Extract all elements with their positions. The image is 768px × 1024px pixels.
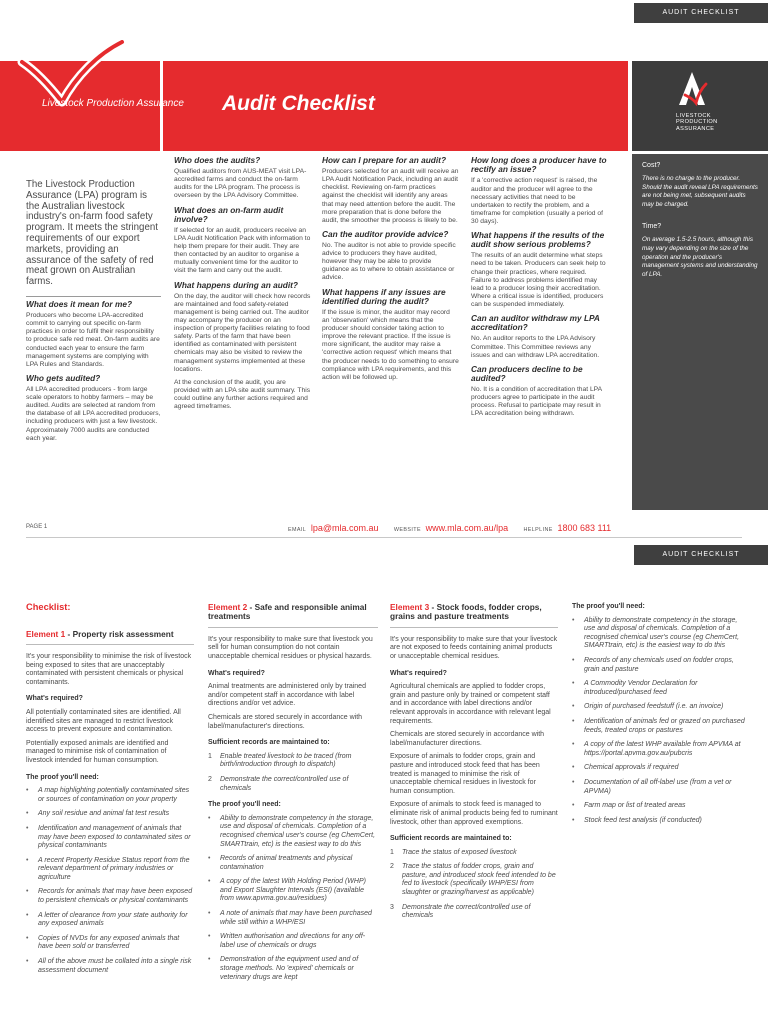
answer-text: At the conclusion of the audit, you are provided with an LPA site audit summary. This could outline any further actions required and agreed timeframes. [174, 378, 311, 410]
footer-divider [26, 537, 742, 538]
answer-text: No. The auditor is not able to provide specific advice to producers they have audited, however they may be able to provide guidance as to where to obtain assistance or advice. [322, 242, 456, 282]
page1-column-4 [471, 154, 608, 424]
question-heading: What happens if the results of the audit show serious problems? [471, 229, 605, 250]
list-item: • A note of animals that may have been purchased while still within a WHP/ESI [208, 910, 378, 927]
list-item: • Copies of NVDs for any exposed animals that have been sold or transferred [26, 935, 194, 952]
list-item: • All of the above must be collated into a single risk assessment document [26, 958, 194, 975]
answer-text: The results of an audit determine what steps need to be taken. Producers can seek help to change their practices, where required. Failure to address problems identified may lead to a producer losing their accreditation. Where a critical issue is identified, producers can be suspended immediately. [471, 252, 606, 308]
element-3-column: Element 3 - Stock foods, fodder crops, grains and pasture treatments It's your responsibility to make sure that your livestock are not exposed to feeds containing animal products or unacceptable chemical residues. What's required? Agricultural chemicals are applied to fodder crops, grain and pasture only by trained or competent staff and in accordance with label directions and/or relevant approvals in accordance with relevant legal requirements. Chemicals are stored securely in accordance with label/manufacturer directions. Exposure of animals to fodder crops, grain and pasture and introduced stock feed that has been treated is managed to minimise the risk of unacceptable chemical residues in livestock for human consumption. Exposure of animals to stock feed is managed to eliminate risk of animal products being fed to ruminant livestock, other than approved exemptions. Sufficient records are maintained to: 1 Trace the status of exposed livestock 2 Trace the status of fodder crops, grain and pasture, and introduced stock feed intended to be fed to livestock (specifically WHP/ESI from slaughter or grazing/harvest as applicable) 3 Demonstrate the correct/controlled use of chemicals [390, 602, 558, 920]
email-link[interactable]: lpa@mla.com.au [310, 523, 379, 533]
list-item: • Ability to demonstrate competency in the storage, use and disposal of chemicals. Completion of a recognised chemical user's course (eg ChemCert, SMARTtrain, etc) is the easiest way to do this [572, 617, 747, 651]
list-item: • A Commodity Vendor Declaration for introduced/purchased feed [572, 680, 747, 697]
question-heading: What happens if any issues are identified during the audit? [322, 286, 446, 306]
page1-column-1 [26, 292, 161, 448]
page1-column-2 [174, 154, 311, 416]
page-number: PAGE 1 [26, 524, 48, 530]
sidebar-text-cost: There is no charge to the producer. Should the audit reveal LPA requirements are not being met, subsequent audits may be charged. [642, 175, 758, 208]
answer-text: Producers who become LPA-accredited commit to carrying out specific on-farm practices in order to fulfil their responsibility to produce safe red meat. On-farm audits are conducted each year to ensure the farm management systems are complying with LPA Rules and Standards. [26, 312, 160, 368]
element-2-records-list [208, 753, 378, 793]
element-2-proof-list [208, 815, 378, 983]
answer-text: If selected for an audit, producers receive an LPA Audit Notification Pack with information to help them prepare for their audit. They are then contacted by an auditor to organise a mutually convenient time for the auditor to visit the farm and carry out the audit. [174, 226, 311, 275]
info-sidebar [632, 154, 768, 510]
list-item: • Records of any chemicals used on fodder crops, grain and pasture [572, 657, 747, 674]
page1-column-3 [322, 154, 459, 387]
website-link[interactable]: www.mla.com.au/lpa [425, 523, 509, 533]
question-heading: What happens during an audit? [174, 279, 298, 290]
question-heading: What does an on-farm audit involve? [174, 204, 284, 224]
list-item: 1 Trace the status of exposed livestock [390, 848, 517, 856]
list-item: • A copy of the latest WHP available from APVMA at https://portal.apvma.gov.au/pubcris [572, 741, 747, 758]
element-3-records-list [390, 849, 558, 921]
element-1-proof-list [26, 787, 194, 975]
page2-tab: AUDIT CHECKLIST [634, 545, 768, 565]
lpa-logo-icon [676, 69, 708, 107]
list-item: • Identification of animals fed or grazed on purchased feeds, treated crops or pastures [572, 718, 747, 735]
element-1-heading: Element 1 - Property risk assessment [26, 630, 194, 645]
list-item: • Origin of purchased feedstuff (i.e. an invoice) [572, 703, 747, 712]
list-item: • Any soil residue and animal fat test results [26, 810, 194, 819]
list-item: • Records of animal treatments and physical contamination [208, 855, 378, 872]
element-3-proof-list [572, 617, 747, 826]
list-item: • Records for animals that may have been exposed to persistent chemicals or physical contaminants [26, 888, 194, 905]
question-heading: How can I prepare for an audit? [322, 155, 447, 165]
answer-text: No. It is a condition of accreditation that LPA producers agree to participate in the audit process. Refusal to participate may result in LPA accreditation being withdrawn. [471, 386, 602, 418]
sidebar-text-time: On average 1.5-2.5 hours, although this may vary depending on the size of the operation and the producer's management systems and understanding of LPA. [642, 236, 758, 278]
list-item: 2 Trace the status of fodder crops, grain and pasture, and introduced stock feed intended to be fed to livestock (specifically WHP/ESI from slaughter or grazing/harvest as applicable) [390, 863, 556, 897]
question-heading: What does it mean for me? [26, 299, 133, 309]
element-3-proof-column: The proof you'll need: • Ability to demonstrate competency in the storage, use and disposal of chemicals. Completion of a recognised chemical user's course (eg ChemCert, SMARTtrain, etc) is the easiest way to do this • Records of any chemicals used on fodder crops, grain and pasture • A Commodity Vendor Declaration for introduced/purchased feed • Origin of purchased feedstuff (i.e. an invoice) • Identification of animals fed or grazed on purchased feeds, treated crops or pastures • A copy of the latest WHP available from APVMA at https://portal.apvma.gov.au/pubcris • Chemical approvals if required • Documentation of all off-label use (from a vet or APVMA) • Farm map or list of treated areas • Stock feed test analysis (if conducted) [572, 603, 747, 831]
list-item: • A map highlighting potentially contaminated sites or sources of contamination on your property [26, 787, 194, 804]
element-2-column: Element 2 - Safe and responsible animal treatments It's your responsibility to make sure that livestock you sell for human consumption do not contain unacceptable chemical residues or physical hazards. What's required? Animal treatments are administered only by trained and/or competent staff in accordance with label directions and/or vet advice. Chemicals are stored securely in accordance with label/manufacturer's directions. Sufficient records are maintained to: 1 Enable treated livestock to be traced (from birth/introduction through to dispatch) 2 Demonstrate the correct/controlled use of chemicals The proof you'll need: • Ability to demonstrate competency in the storage, use and disposal of chemicals. Completion of a recognised chemical user's course (eg ChemCert, SMARTtrain, etc) is the easiest way to do this • Records of animal treatments and physical contamination • A copy of the latest With Holding Period (WHP) and Export Slaughter Intervals (ESI) (available from www.apvma.gov.au/residues) • A note of animals that may have been purchased while still within a WHP/ESI • Written authorisation and directions for any off-label use of chemicals or drugs • Demonstration of the equipment used and of storage methods. No 'expired' chemicals or veterinary drugs are kept [208, 603, 378, 988]
question-heading: How long does a producer have to rectify an issue? [471, 155, 607, 175]
list-item: • Stock feed test analysis (if conducted) [572, 817, 747, 826]
checklist-title: Checklist: [26, 602, 71, 612]
answer-text: All LPA accredited producers - from large scale operators to hobby farmers – may be audited. Audits are selected at random from the database of all LPA accredited producers, including producers with just a few livestock. Approximately 7000 audits are conducted each year. [26, 386, 161, 442]
question-heading: Who does the audits? [174, 155, 261, 165]
answer-text: Producers selected for an audit will receive an LPA Audit Notification Pack, including an audit checklist. Reviewing on-farm practices against the checklist will identify any areas that may need attention before the audit. The more preparation that is done before the audit, the smoother the process is likely to be. [322, 168, 459, 224]
question-heading: Can the auditor provide advice? [322, 228, 449, 239]
element-2-heading: Element 2 - Safe and responsible animal treatments [208, 603, 378, 628]
list-item: 1 Enable treated livestock to be traced (from birth/introduction through to dispatch) [208, 752, 352, 769]
answer-text: On the day, the auditor will check how records are maintained and food safety-related management is being carried out. The auditor may accompany the producer on an inspection of property facilities relating to food safety. Parts of the farm that have been identified as contaminated with persistent chemicals may also be visited to review the management systems implemented at these locations. [174, 292, 311, 373]
helpline-number: 1800 683 111 [557, 523, 612, 533]
list-item: • A recent Property Residue Status report from the relevant department of primary industries or agriculture [26, 857, 194, 883]
list-item: • Written authorisation and directions for any off-label use of chemicals or drugs [208, 933, 378, 950]
list-item: • Chemical approvals if required [572, 764, 747, 773]
list-item: • Farm map or list of treated areas [572, 802, 747, 811]
lpa-logo-text: LIVESTOCK PRODUCTION ASSURANCE [676, 113, 718, 132]
answer-text: If the issue is minor, the auditor may record an 'observation' which means that the producer should consider taking action to improve the relevant practice. If the issue is more significant, the auditor may raise a 'corrective action request' which means that the producer needs to do something to ensure compliance with LPA requirements, and this action will be followed up. [322, 308, 459, 381]
list-item: • Documentation of all off-label use (from a vet or APVMA) [572, 779, 747, 796]
brand-subtitle: Livestock Production Assurance [42, 98, 184, 109]
page-title: Audit Checklist [222, 92, 375, 115]
question-heading: Can an auditor withdraw my LPA accreditation? [471, 313, 600, 333]
divider [26, 296, 161, 297]
question-heading: Can producers decline to be audited? [471, 363, 583, 383]
answer-text: Qualified auditors from AUS-MEAT visit LPA-accredited farms and conduct the on-farm audits for the LPA program. The process is overseen by the LPA Advisory Committee. [174, 168, 307, 200]
element-1-column: Checklist: Element 1 - Property risk assessment It's your responsibility to minimise the risk of livestock being exposed to sites that are unacceptably contaminated with persistent chemicals or physical contaminants. What's required? All potentially contaminated sites are identified. All identified sites are managed to restrict livestock access to prevent exposure and contamination. Potentially exposed animals are identified and managed to minimise risk of contamination of livestock intended for human consumption. The proof you'll need: • A map highlighting potentially contaminated sites or sources of contamination on your property • Any soil residue and animal fat test results • Identification and management of animals that may have been exposed to contaminated sites or physical contaminants • A recent Property Residue Status report from the relevant department of primary industries or agriculture • Records for animals that may have been exposed to persistent chemicals or physical contaminants • A letter of clearance from your state authority for any exposed animals • Copies of NVDs for any exposed animals that have been sold or transferred • All of the above must be collated into a single risk assessment document [26, 603, 194, 981]
list-item: • A letter of clearance from your state authority for any exposed animals [26, 912, 194, 929]
list-item: • Ability to demonstrate competency in the storage, use and disposal of chemicals. Completion of a recognised chemical user's course (eg ChemCert, SMARTtrain, etc) is the easiest way to do this [208, 815, 378, 849]
page1-tab: AUDIT CHECKLIST [634, 3, 768, 23]
answer-text: No. An auditor reports to the LPA Advisory Committee. This Committee reviews any issues and can withdraw LPA accreditation. [471, 335, 600, 359]
list-item: • Demonstration of the equipment used and of storage methods. No 'expired' chemicals or veterinary drugs are kept [208, 956, 378, 982]
intro-text: The Livestock Production Assurance (LPA) program is the Australian livestock industry's on-farm food safety program. It meets the stringent requirements of our export markets, providing an assurance of the safety of red meat grown on Australian farms. [26, 179, 158, 288]
question-heading: Who gets audited? [26, 372, 101, 383]
list-item: 2 Demonstrate the correct/controlled use of chemicals [208, 775, 349, 792]
sidebar-label-time: Time? [642, 223, 662, 231]
list-item: • A copy of the latest With Holding Period (WHP) and Export Slaughter Intervals (ESI) (available from www.apvma.gov.au/residues) [208, 878, 378, 904]
element-3-heading: Element 3 - Stock foods, fodder crops, grains and pasture treatments [390, 603, 558, 628]
sidebar-label-cost: Cost? [642, 162, 661, 169]
answer-text: If a 'corrective action request' is raised, the auditor and the producer will agree to the necessary activities that need to be undertaken to rectify the problem, and a timeframe for completion (usually a period of 30 days). [471, 177, 603, 225]
list-item: • Identification and management of animals that may have been exposed to contaminated sites or physical contaminants [26, 825, 194, 851]
list-item: 3 Demonstrate the correct/controlled use of chemicals [390, 903, 531, 920]
footer-contacts: EMAIL lpa@mla.com.au WEBSITE www.mla.com.au/lpa HELPLINE 1800 683 111 [288, 523, 612, 533]
